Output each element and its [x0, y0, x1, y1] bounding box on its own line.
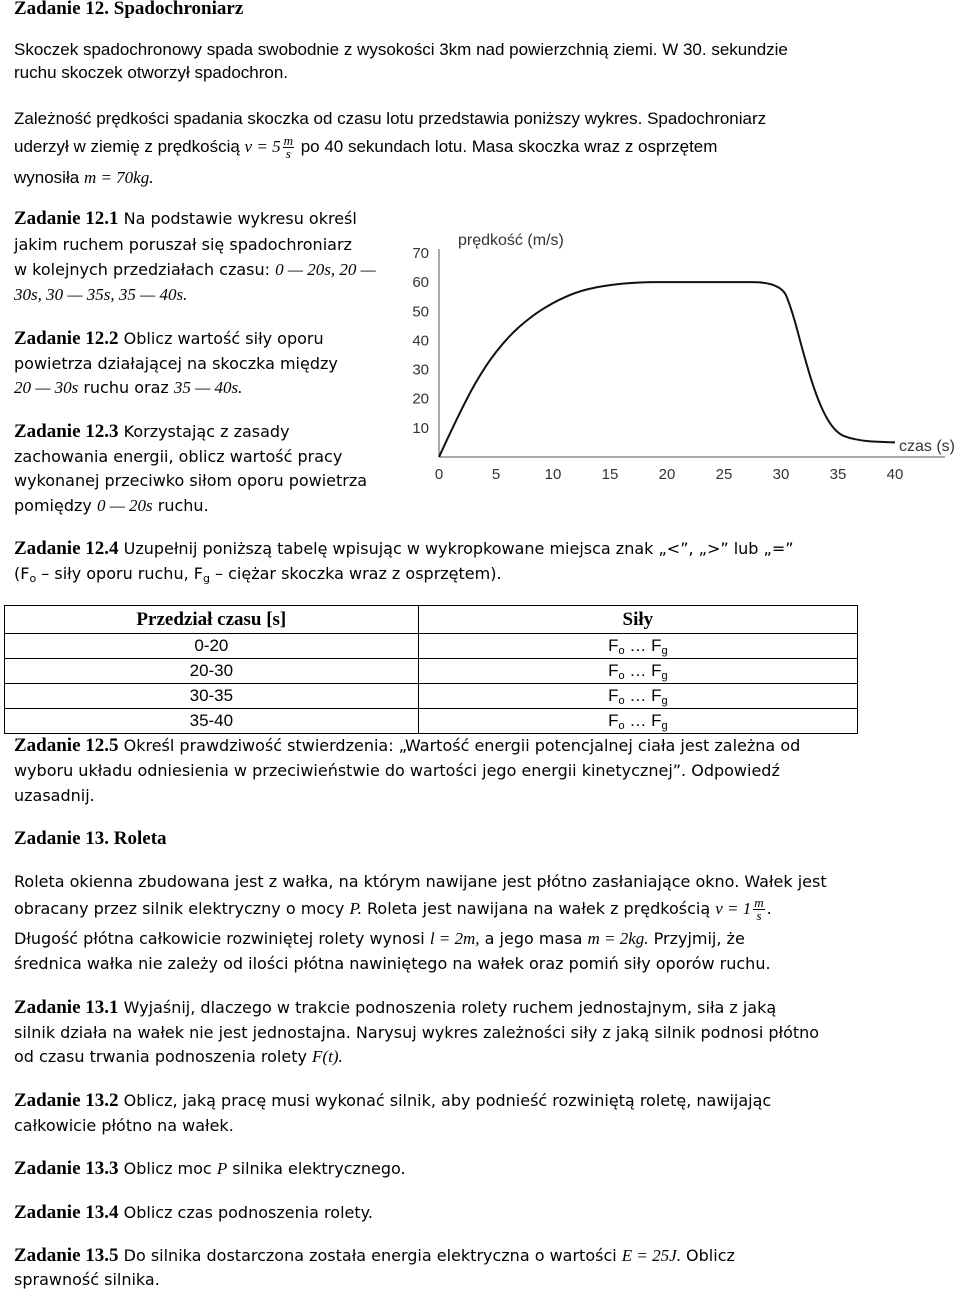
task-12-5-line-1: [14, 735, 800, 757]
task-12-4-text-a: (F: [14, 564, 30, 583]
forces-cell[interactable]: [418, 659, 857, 684]
fraction-denominator: s: [756, 908, 762, 923]
task-12-3-text-b: ruchu.: [157, 496, 209, 515]
force-subscript: o: [618, 644, 625, 657]
task-12-3-interval: 0 — 20s: [96, 496, 153, 515]
task-12-3-text: Korzystając z zasady: [123, 422, 290, 441]
y-tick-label: 20: [412, 390, 429, 408]
task-13-desc-line-4: średnica wałka nie zależy od ilości płótna nawiniętego na wałek oraz pomiń siły oporów ruchu.: [14, 954, 771, 973]
task-12-title: Zadanie 12. Spadochroniarz: [14, 0, 244, 19]
task-13-text-b: Roleta jest nawijana na wałek z prędkością: [367, 899, 711, 918]
task-12-4-text: Uzupełnij poniższą tabelę wpisując w wykropkowane miejsca znak „<”, „>” lub „=”: [123, 539, 794, 558]
task-12-desc-line-3: [14, 167, 153, 189]
table-header-interval: Przedział czasu [s]: [5, 606, 419, 634]
task-13-1-label: Zadanie 13.1: [14, 997, 119, 1018]
velocity-time-chart: [412, 225, 960, 485]
table-header-forces: Siły: [418, 606, 857, 634]
task-13-1-line-3: [14, 1046, 343, 1068]
force-symbol: F: [608, 685, 619, 705]
task-13-desc-line-2: [14, 897, 772, 922]
task-12-5-line-2: wyboru układu odniesienia w przeciwieństwie do wartości jego energii kinetycznej”. Odpowiedź: [14, 761, 780, 780]
task-12-4-line-1: [14, 538, 794, 560]
forces-cell[interactable]: [418, 709, 857, 734]
fraction-denominator: s: [285, 146, 291, 161]
force-subscript: o: [618, 719, 625, 732]
force-symbol: F: [651, 685, 662, 705]
task-13-5-label: Zadanie 13.5: [14, 1245, 119, 1266]
unit-fraction: [753, 897, 764, 922]
energy-formula: E = 25J.: [621, 1246, 681, 1265]
task-12-intro-line-2: ruchu skoczek otworzył spadochron.: [14, 63, 289, 82]
force-function: F(t).: [312, 1047, 343, 1066]
y-tick-label: 50: [412, 303, 429, 321]
task-13-1-text: Wyjaśnij, dlaczego w trakcie podnoszenia rolety ruchem jednostajnym, siła z jaką: [123, 998, 777, 1017]
task-12-3-line-4: [14, 495, 209, 517]
task-12-1-line-1: [14, 208, 357, 230]
table-row: [5, 709, 858, 734]
x-tick-label: 25: [715, 466, 733, 483]
task-13-3-text-a: Oblicz moc: [123, 1159, 212, 1178]
comparison-blank[interactable]: …: [624, 635, 652, 655]
x-tick-label: 30: [772, 466, 790, 483]
task-12-5-line-3: uzasadnij.: [14, 786, 95, 805]
force-subscript: g: [661, 719, 668, 732]
x-tick-label: 40: [886, 466, 904, 483]
interval-cell: 30-35: [5, 684, 419, 709]
x-axis-label: czas (s): [899, 438, 955, 455]
task-12-2-interval-b: 35 — 40s.: [173, 378, 243, 397]
force-subscript: o: [618, 694, 625, 707]
task-12-1-text: Na podstawie wykresu określ: [123, 209, 357, 228]
task-13-text-e: Przyjmij, że: [653, 929, 745, 948]
task-12-1-text-a: w kolejnych przedziałach czasu:: [14, 260, 271, 279]
force-symbol: F: [651, 660, 662, 680]
power-symbol: P: [216, 1159, 228, 1178]
length-formula: l = 2m,: [429, 929, 480, 948]
task-12-1-line-2: jakim ruchem poruszał się spadochroniarz: [14, 235, 352, 254]
force-symbol: F: [608, 660, 619, 680]
task-13-1-text-a: od czasu trwania podnoszenia rolety: [14, 1047, 307, 1066]
force-symbol: F: [608, 710, 619, 730]
table-header-row: [5, 606, 858, 634]
force-subscript: g: [661, 694, 668, 707]
fraction-numerator: m: [283, 133, 293, 148]
desc-text-mass-label: wynosiła: [14, 168, 80, 187]
task-13-4-line: [14, 1202, 373, 1224]
comparison-blank[interactable]: …: [624, 685, 652, 705]
velocity-formula: v = 5: [244, 136, 281, 156]
task-12-3-label: Zadanie 12.3: [14, 421, 119, 442]
task-12-1-line-3: [14, 259, 376, 281]
force-subscript: g: [661, 644, 668, 657]
task-12-3-text-a: pomiędzy: [14, 496, 92, 515]
x-tick-label: 15: [601, 466, 619, 483]
task-13-text-d: a jego masa: [484, 929, 583, 948]
task-12-2-line-2: powietrza działającej na skoczka między: [14, 354, 338, 373]
task-12-5-label: Zadanie 12.5: [14, 735, 119, 756]
task-13-2-line-1: [14, 1090, 771, 1112]
y-tick-label: 60: [412, 274, 429, 292]
unit-fraction: [283, 135, 294, 160]
task-13-5-line-2: sprawność silnika.: [14, 1270, 160, 1289]
task-13-text-c: Długość płótna całkowicie rozwiniętej rolety wynosi: [14, 929, 425, 948]
desc-text-a: uderzył w ziemię z prędkością: [14, 136, 240, 156]
task-12-2-text-b: ruchu oraz: [83, 378, 169, 397]
task-13-3-label: Zadanie 13.3: [14, 1158, 119, 1179]
task-12-desc-line-2: [14, 135, 717, 160]
task-12-2-text: Oblicz wartość siły oporu: [123, 329, 324, 348]
task-12-4-line-2: [14, 563, 502, 590]
y-axis-label: prędkość (m/s): [458, 232, 564, 249]
mass-formula: m = 2kg.: [587, 929, 649, 948]
task-13-5-line-1: [14, 1245, 735, 1267]
chart-background: [421, 225, 953, 483]
table-row: [5, 634, 858, 659]
task-12-5-text: Określ prawdziwość stwierdzenia: „Wartość energii potencjalnej ciała jest zależna od: [123, 736, 801, 755]
force-subscript: g: [661, 669, 668, 682]
task-12-1-label: Zadanie 12.1: [14, 208, 119, 229]
y-tick-label: 70: [412, 245, 429, 262]
task-12-3-line-2: zachowania energii, oblicz wartość pracy: [14, 447, 343, 466]
task-12-4-sub-o: o: [29, 572, 37, 585]
x-tick-label: 0: [434, 466, 444, 483]
task-13-title: Zadanie 13. Roleta: [14, 828, 167, 849]
x-tick-label: 20: [658, 466, 676, 483]
x-tick-label: 10: [544, 466, 562, 483]
task-13-2-text: Oblicz, jaką pracę musi wykonać silnik, aby podnieść rozwiniętą roletę, nawijając: [123, 1091, 772, 1110]
comparison-blank[interactable]: …: [624, 660, 652, 680]
task-12-4-text-c: – ciężar skoczka wraz z osprzętem).: [215, 564, 502, 583]
task-13-4-label: Zadanie 13.4: [14, 1202, 119, 1223]
forces-cell[interactable]: [418, 634, 857, 659]
task-12-3-line-3: wykonanej przeciwko siłom oporu powietrza: [14, 471, 368, 490]
task-12-2-interval-a: 20 — 30s: [14, 378, 79, 397]
task-13-period: .: [766, 899, 772, 918]
task-13-desc-line-1: Roleta okienna zbudowana jest z wałka, na którym nawijane jest płótno zasłaniające okno. Wałek jest: [14, 872, 827, 891]
task-12-4-text-b: – siły oporu ruchu, F: [41, 564, 203, 583]
force-symbol: F: [608, 635, 619, 655]
task-13-5-text-a: Do silnika dostarczona została energia elektryczna o wartości: [123, 1246, 617, 1265]
task-12-intro-line-1: Skoczek spadochronowy spada swobodnie z wysokości 3km nad powierzchnią ziemi. W 30. sekundzie: [14, 40, 788, 59]
fraction-numerator: m: [754, 895, 764, 910]
comparison-blank[interactable]: …: [624, 710, 652, 730]
x-tick-label: 5: [491, 466, 501, 483]
x-tick-label: 35: [829, 466, 847, 483]
force-subscript: o: [618, 669, 625, 682]
task-12-4-sub-g: g: [202, 572, 210, 585]
desc-text-b: po 40 sekundach lotu. Masa skoczka wraz z osprzętem: [300, 136, 718, 156]
power-symbol: P.: [349, 899, 362, 918]
task-12-4-label: Zadanie 12.4: [14, 538, 119, 559]
force-symbol: F: [651, 635, 662, 655]
y-tick-label: 30: [412, 361, 429, 379]
table-row: [5, 684, 858, 709]
task-12-1-intervals-a: 0 — 20s, 20 —: [275, 260, 376, 279]
forces-cell[interactable]: [418, 684, 857, 709]
forces-table: [4, 605, 858, 734]
y-tick-label: 40: [412, 332, 429, 350]
interval-cell: 0-20: [5, 634, 419, 659]
task-13-3-text-b: silnika elektrycznego.: [232, 1159, 406, 1178]
task-13-2-line-2: całkowicie płótno na wałek.: [14, 1116, 234, 1135]
task-13-desc-line-3: [14, 928, 745, 950]
task-13-1-line-2: silnik działa na wałek nie jest jednostajna. Narysuj wykres zależności siły z jaką silnik podnosi płótno: [14, 1023, 820, 1042]
y-tick-label: 10: [412, 419, 429, 437]
mass-formula: m = 70kg.: [83, 168, 154, 187]
task-12-desc-line-1: Zależność prędkości spadania skoczka od czasu lotu przedstawia poniższy wykres. Spadochroniarz: [14, 109, 767, 128]
task-12-2-line-3: [14, 377, 242, 399]
task-13-5-text-b: Oblicz: [686, 1246, 735, 1265]
table-row: [5, 659, 858, 684]
interval-cell: 35-40: [5, 709, 419, 734]
task-13-4-text: Oblicz czas podnoszenia rolety.: [123, 1203, 373, 1222]
task-13-text-a: obracany przez silnik elektryczny o mocy: [14, 899, 345, 918]
task-12-1-intervals-b: 30s, 30 — 35s, 35 — 40s.: [14, 285, 188, 304]
task-13-1-line-1: [14, 997, 776, 1019]
task-12-2-label: Zadanie 12.2: [14, 328, 119, 349]
task-12-3-line-1: [14, 421, 290, 443]
task-13-2-label: Zadanie 13.2: [14, 1090, 119, 1111]
velocity-formula: v = 1: [715, 899, 752, 918]
interval-cell: 20-30: [5, 659, 419, 684]
task-13-3-line: [14, 1158, 406, 1180]
task-12-2-line-1: [14, 328, 324, 350]
force-symbol: F: [651, 710, 662, 730]
